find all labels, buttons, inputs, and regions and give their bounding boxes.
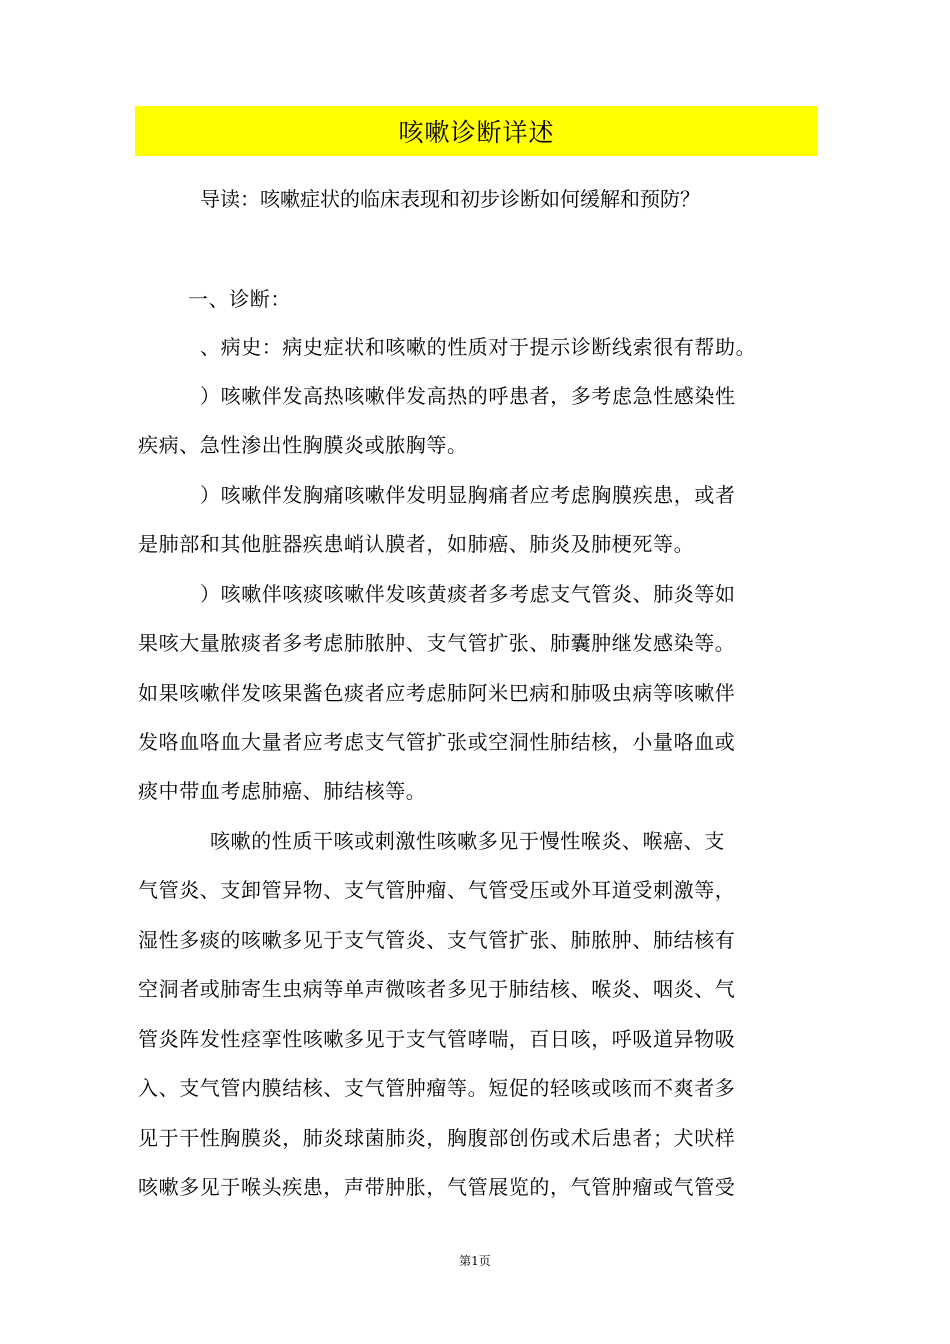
text-line: 痰中带血考虑肺癌、肺结核等。 xyxy=(138,779,427,803)
text-line: ）咳嗽伴发胸痛咳嗽伴发明显胸痛者应考虑胸膜疾患，或者 xyxy=(200,483,736,507)
text-line: 、病史：病史症状和咳嗽的性质对于提示诊断线索很有帮助。 xyxy=(200,335,757,359)
text-line: 空洞者或肺寄生虫病等单声微咳者多见于肺结核、喉炎、咽炎、气 xyxy=(138,977,736,1001)
text-line: 疾病、急性渗出性胸膜炎或脓胸等。 xyxy=(138,433,468,457)
text-line: 气管炎、支卸管异物、支气管肿瘤、气管受压或外耳道受刺激等， xyxy=(138,878,736,902)
text-line: 发咯血咯血大量者应考虑支气管扩张或空洞性肺结核，小量咯血或 xyxy=(138,730,736,754)
title-banner xyxy=(135,106,818,156)
page-number: 第1页 xyxy=(459,1254,491,1268)
text-line: 果咳大量脓痰者多考虑肺脓肿、支气管扩张、肺囊肿继发感染等。 xyxy=(138,631,736,655)
document-title: 咳嗽诊断详述 xyxy=(398,118,555,147)
text-line: 管炎阵发性痉挛性咳嗽多见于支气管哮喘，百日咳，呼吸道异物吸 xyxy=(138,1027,736,1051)
text-line: 见于干性胸膜炎，肺炎球菌肺炎，胸腹部创伤或术后患者；犬吠样 xyxy=(138,1126,736,1150)
text-line: ）咳嗽伴发高热咳嗽伴发高热的呼患者，多考虑急性感染性 xyxy=(200,384,736,408)
text-line: 如果咳嗽伴发咳果酱色痰者应考虑肺阿米巴病和肺吸虫病等咳嗽伴 xyxy=(138,681,736,705)
lead-paragraph: 导读：咳嗽症状的临床表现和初步诊断如何缓解和预防？ xyxy=(200,187,700,211)
text-line: 入、支气管内膜结核、支气管肿瘤等。短促的轻咳或咳而不爽者多 xyxy=(138,1076,736,1100)
text-line: 是肺部和其他脏器疾患峭认膜者，如肺癌、肺炎及肺梗死等。 xyxy=(138,532,695,556)
text-line: 咳嗽的性质干咳或刺激性咳嗽多见于慢性喉炎、喉癌、支 xyxy=(210,829,725,853)
text-line: ）咳嗽伴咳痰咳嗽伴发咳黄痰者多考虑支气管炎、肺炎等如 xyxy=(200,582,736,606)
section-heading: 一、诊断： xyxy=(188,287,291,311)
text-line: 咳嗽多见于喉头疾患，声带肿胀，气管展览的，气管肿瘤或气管受 xyxy=(138,1175,736,1199)
text-line: 湿性多痰的咳嗽多见于支气管炎、支气管扩张、肺脓肿、肺结核有 xyxy=(138,928,736,952)
